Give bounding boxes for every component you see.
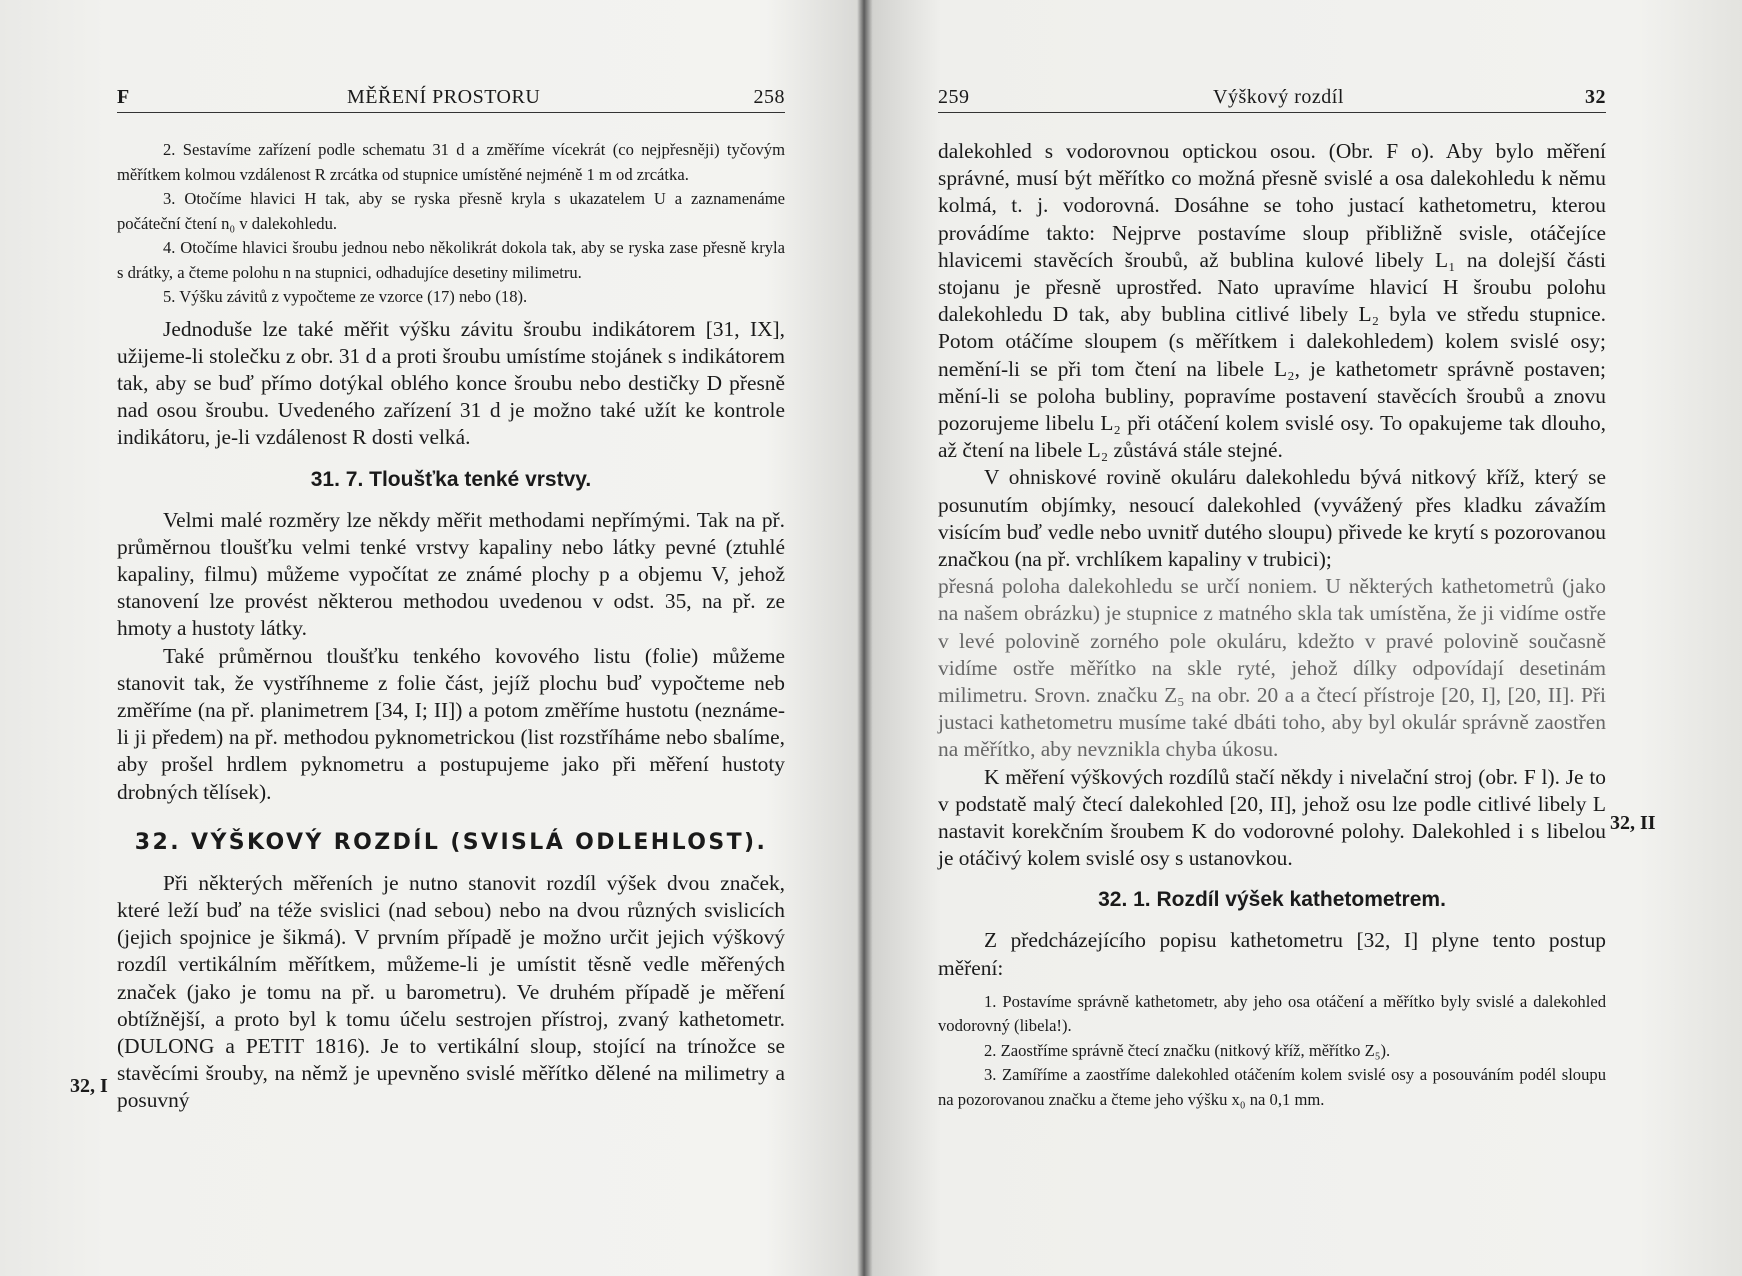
left-page (0, 0, 862, 1276)
paragraph-section-32: Při některých měřeních je nutno stanovit rozdíl výšek dvou značek, které leží buď na téže svislici (nad sebou) nebo na dvou různých svislicích (jejich spojnice je šikmá). V prvním případě je možno určit jejich výškový rozdíl vertikálním měřítkem, můžeme-li je umístit těsně vedle měřených značek (jako je tomu na př. u barometru). Ve druhém případě je měření obtížnější, a proto byl k tomu účelu sestrojen přístroj, zvaný kathetometr. (DULONG a PETIT 1816). Je to vertikální sloup, stojící na trínožce se stavěcími šrouby, na němž je upevněno svislé měřítko dělené na milimetry a posuvný (117, 870, 785, 1113)
page-number: 259 (938, 86, 970, 108)
left-page-body (117, 138, 785, 1115)
subsection-title-32-1: 32. 1. Rozdíl výšek kathetometrem. (1098, 888, 1446, 912)
paragraph-crosshair-b: přesná poloha dalekohledu se určí noniem. U některých kathetometrů (jako na našem obrázku) je stupnice z matného skla tak umístěna, že ji vidíme ostře v levé polovině zorného pole okuláru, kdežto v pravé polovině současně vidíme ostře měřítko na skle ryté, jehož dílky odpovídají desetinám milimetru. Srovn. značku Z₅ na obr. 20 a a čtecí přístroje [20, I], [20, II]. Při justaci kathetometru musíme také dbáti toho, aby byl okulár správně zaostřen na měřítko, aby nevznikla chyba úkosu. (938, 574, 1606, 762)
section-title-32: 32. VÝŠKOVÝ ROZDÍL (SVISLÁ ODLEHLOST). (134, 829, 768, 855)
paragraph-procedure-intro: Z předcházejícího popisu kathetometru [32, I] plyne tento postup měření: (938, 928, 1606, 980)
margin-note-32-1: 32, I (70, 1075, 108, 1097)
running-title: MĚŘENÍ PROSTORU (347, 86, 541, 108)
running-title: Výškový rozdíl (1213, 86, 1344, 108)
step-5: 5. Výšku závitů z vypočteme ze vzorce (17) nebo (18). (163, 287, 528, 306)
paragraph-crosshair-a: V ohniskové rovině okuláru dalekohledu bývá nitkový kříž, který se posunutím objímky, nesoucí dalekohled (vyvážený přes kladku závažím visícím buď vedle nebo uvnitř dutého sloupu) přivede ke krytí s pozorovanou značkou (na př. vrchlíkem kapaliny v trubici); (938, 465, 1606, 572)
section-letter: F (117, 86, 130, 108)
paragraph-thin-layer-2: Také průměrnou tloušťku tenkého kovového listu (folie) můžeme stanovit tak, že vystříhneme z folie část, jejíž plochu buď vypočteme neb změříme (na př. planimetrem [34, I; II]) a potom změříme hustotu (neznáme-li ji předem) na př. methodou pyknometrickou (list rozstříháme nebo sbalíme, aby prošel hrdlem pyknometru a postupujeme jako při měření hustoty drobných tělísek). (117, 643, 785, 804)
step-2: 2. Sestavíme zařízení podle schematu 31 d a změříme vícekrát (co nejpřesněji) tyčovým měřítkem kolmou vzdálenost R zrcátka od stupnice umístěné nejméně 1 m od zrcátka. (117, 140, 785, 184)
step-3: 3. Otočíme hlavici H tak, aby se ryska přesně kryla s ukazatelem U a zaznamenáme počáteční čtení n₀ v dalekohledu. (117, 189, 785, 233)
paragraph-leveling-instrument: K měření výškových rozdílů stačí někdy i nivelační stroj (obr. F l). Je to v podstatě malý čtecí dalekohled [20, II], jehož osu lze podle citlivé libely L nastavit korekčním šroubem K do vodorovné polohy. Dalekohled i s libelou je otáčivý kolem svislé osy s ustanovkou. (938, 764, 1606, 871)
subsection-title-31-7: 31. 7. Tloušťka tenké vrstvy. (310, 467, 592, 491)
right-page-body (938, 138, 1606, 1112)
procedure-step-2: 2. Zaostříme správně čtecí značku (nitkový kříž, měřítko Z₅). (984, 1040, 1391, 1060)
margin-note-32-2: 32, II (1610, 812, 1656, 834)
running-head-right (938, 86, 1606, 113)
procedure-step-3: 3. Zamíříme a zaostříme dalekohled otáčením kolem svislé osy a posouváním podél sloupu na pozorovanou značku a čteme jeho výšku x₀ na 0,1 mm. (938, 1065, 1606, 1109)
right-page (868, 0, 1742, 1276)
section-number: 32 (1585, 86, 1606, 108)
paragraph-indicator: Jednoduše lze také měřit výšku závitu šroubu indikátorem [31, IX], užijeme-li stolečku z obr. 31 d a proti šroubu umístíme stojánek s indikátorem tak, aby se buď přímo dotýkal oblého konce šroubu nebo destičky D přesně nad osou šroubu. Uvedeného zařízení 31 d je možno také užít ke kontrole indikátoru, je-li vzdálenost R dosti velká. (117, 316, 785, 450)
running-head-left (117, 86, 785, 113)
page-number: 258 (753, 86, 785, 108)
paragraph-justification: dalekohled s vodorovnou optickou osou. (Obr. F o). Aby bylo měření správné, musí být měřítko co možná přesně svislé a osa dalekohledu k němu kolmá, t. j. vodorovná. Dosáhne se toho justací kathetometru, kterou provádíme takto: Nejprve postavíme sloup přibližně svisle, otáčejíce hlavicemi stavěcích šroubů, až bublina kulové libely L₁ na dolejší části stojanu je přesně uprostřed. Nato upravíme hlavicí H šroubu polohu dalekohledu D tak, aby bublina citlivé libely L₂ byla ve středu stupnice. Potom otáčíme sloupem (s měřítkem i dalekohledem) kolem svislé osy; nemění-li se při tom čtení na libele L₂, je kathetometr správně postaven; mění-li se poloha bubliny, popravíme postavení stavěcích šroubů a znovu pozorujeme libelu L₂ při otáčení kolem svislé osy. To opakujeme tak dlouho, až čtení na libele L₂ zůstává stále stejné. (938, 139, 1606, 463)
paragraph-thin-layer-1: Velmi malé rozměry lze někdy měřit methodami nepřímými. Tak na př. průměrnou tloušťku velmi tenké vrstvy kapaliny nebo látky pevné (ztuhlé kapaliny, filmu) můžeme vypočítat ze známé plochy p a objemu V, jehož stanovení lze provést některou methodou uvedenou v odst. 35, na př. ze hmoty a hustoty látky. (117, 507, 785, 641)
step-4: 4. Otočíme hlavici šroubu jednou nebo několikrát dokola tak, aby se ryska zase přesně kryla s drátky, a čteme polohu n na stupnici, odhadujíce desetiny milimetru. (117, 238, 785, 282)
procedure-step-1: 1. Postavíme správně kathetometr, aby jeho osa otáčení a měřítko byly svislé a dalekohled vodorovný (libela!). (938, 991, 1606, 1036)
